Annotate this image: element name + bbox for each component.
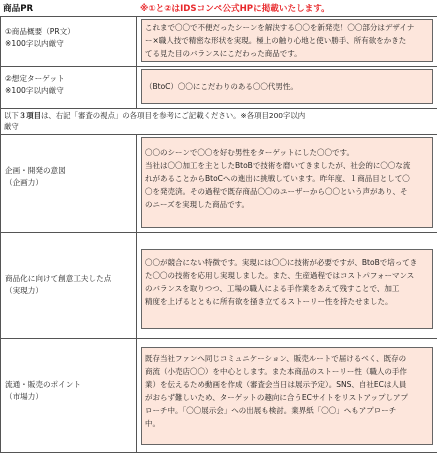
summary-line: てる見た目のバランスにこだわった商品です。 — [145, 47, 429, 60]
planning-sub-label: （企画力） — [1, 177, 136, 189]
ingenuity-sub-label: （実現力） — [1, 285, 136, 297]
target-input-cell — [137, 67, 437, 109]
target-label: ②想定ターゲット — [1, 67, 136, 85]
planning-label: 企画・開発の意図 — [1, 135, 136, 177]
label-cell — [1, 67, 137, 109]
planning-line: 〇を発売済。その過程で既存商品〇〇のユーザーから〇〇という声があり、そ — [145, 185, 429, 198]
publication-notice: ※①と②はIDSコンペ公式HPに掲載いたします。 — [140, 2, 330, 14]
label-cell — [1, 17, 137, 67]
instruction-text-continued: 厳守 — [4, 121, 434, 132]
summary-limit-note: ※100字以内厳守 — [1, 38, 136, 50]
summary-line: これまで〇〇で不便だったシーンを解決する〇〇を新発売！〇〇部分はデザイナ — [145, 21, 429, 34]
label-cell — [1, 135, 137, 233]
section-header — [0, 0, 437, 16]
summary-text-field[interactable] — [141, 19, 433, 62]
instruction-cell — [1, 109, 437, 135]
planning-line: 〇〇のシーンで〇〇を好む男性をターゲットにした〇〇です。 — [145, 146, 429, 159]
ingenuity-text-field[interactable] — [141, 249, 433, 329]
row-distribution — [1, 339, 437, 453]
ingenuity-line: た〇〇の技術を応用し実現しました。また、生産過程ではコストパフォーマンス — [145, 269, 429, 282]
label-cell — [1, 233, 137, 339]
ingenuity-input-cell — [137, 233, 437, 339]
ingenuity-label: 商品化に向けて創意工夫した点 — [1, 233, 136, 285]
target-text-field[interactable] — [141, 69, 433, 104]
distribution-line: がおらず難しいため、ターゲットの趣向に合うECサイトをリストアップしアプ — [145, 391, 429, 404]
ingenuity-line: 精度を上げるとともに所有欲を掻き立てるストーリー性を持たせました。 — [145, 295, 429, 308]
distribution-input-cell — [137, 339, 437, 453]
row-product-summary — [1, 17, 437, 67]
distribution-label: 流通・販売のポイント — [1, 339, 136, 391]
distribution-line: ローチ中。「〇〇展示会」への出展も検討。業界紙「〇〇」へもアプローチ — [145, 404, 429, 417]
planning-text-field[interactable] — [141, 137, 433, 228]
row-target — [1, 67, 437, 109]
target-text: （BtoC）〇〇にこだわりのある〇〇代男性。 — [145, 82, 298, 91]
planning-input-cell — [137, 135, 437, 233]
distribution-line: 既存当社ファンへ同じコミュニケーション、販売ルートで届けるべく、既存の — [145, 352, 429, 365]
instruction-text: 以下３項目は、右記「審査の視点」の各項目を参考にご記載ください。※各項目200字以内 — [4, 110, 434, 121]
ingenuity-line: のバランスを取りつつ、工場の職人による手作業をあえて残すことで、加工 — [145, 282, 429, 295]
label-cell — [1, 339, 137, 453]
planning-line: のニーズを実現した商品です。 — [145, 198, 429, 211]
row-planning-intent — [1, 135, 437, 233]
summary-label: ①商品概要（PR文） — [1, 17, 136, 38]
pr-form-table — [0, 16, 437, 453]
target-limit-note: ※100字以内厳守 — [1, 85, 136, 97]
summary-line: ー×職人技で精密な形状を実現。極上の触り心地と使い勝手、所有欲をかきた — [145, 34, 429, 47]
instruction-emphasis: ３項目 — [19, 111, 41, 120]
distribution-line: 中。 — [145, 417, 429, 430]
distribution-text-field[interactable] — [141, 347, 433, 445]
distribution-line: 商流（小売店〇〇）を中心とします。また本商品のストーリー性（職人の手作 — [145, 365, 429, 378]
summary-input-cell — [137, 17, 437, 67]
planning-line: 当社は〇〇加工を主としたBtoBで技術を磨いてきましたが、社会的に〇〇な流 — [145, 159, 429, 172]
row-instruction — [1, 109, 437, 135]
ingenuity-line: 〇〇が競合にない特徴です。実現には〇〇に技術が必要ですが、BtoBで培ってき — [145, 256, 429, 269]
planning-line: れがあることからBtoCへの進出に挑戦しています。昨年度、１商品目として〇 — [145, 172, 429, 185]
distribution-sub-label: （市場力） — [1, 391, 136, 403]
section-title: 商品PR — [3, 2, 33, 14]
row-ingenuity — [1, 233, 437, 339]
distribution-line: 業）を伝えるため動画を作成（審査会当日は展示予定）。SNS、自社ECは人員 — [145, 378, 429, 391]
